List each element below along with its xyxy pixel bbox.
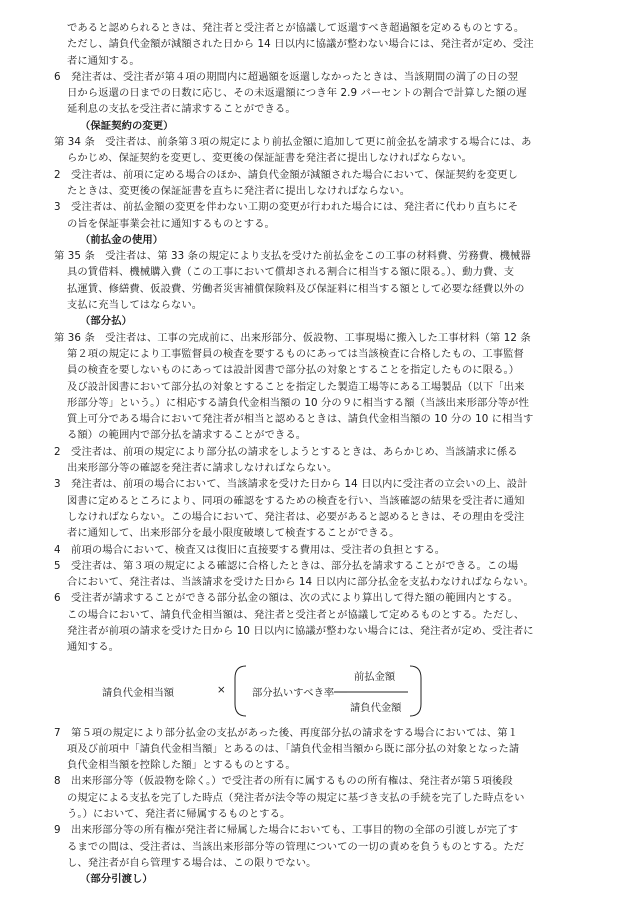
text-line: 7 第５項の規定により部分払金の支払があった後、再度部分払の請求をする場合においては、第１ <box>54 726 519 739</box>
section-heading: （部分払） <box>80 315 132 328</box>
text-line: 者に通知する。 <box>67 54 140 67</box>
text-line: の規定による支払を完了した時点（発注者が法令等の規定に基づき支払の手続を完了した時点をい <box>67 791 525 804</box>
text-line: る額）の範囲内で部分払を請求することができる。 <box>67 429 307 442</box>
formula-numerator: 前払金額 <box>354 670 396 683</box>
text-line: 払運賃、修繕費、仮設費、労働者災害補償保険料及び保証料に相当する額として必要な経費以外の <box>67 282 525 295</box>
section-heading: （部分引渡し） <box>80 873 153 886</box>
text-line: たときは、変更後の保証証書を直ちに発注者に提出しなければならない。 <box>67 184 411 197</box>
text-line: 2 受注者は、前項に定める場合のほか、請負代金額が減額された場合において、保証契約を変更し <box>54 168 518 181</box>
text-line: 日から返還の日までの日数に応じ、その未返還額につき年 2.9 パーセントの割合で計算した額の遅 <box>67 87 527 100</box>
text-line: 通知する。 <box>67 641 119 654</box>
text-line: 者に通知して、出来形部分を最小限度破壊して検査することができる。 <box>67 527 400 540</box>
text-line: 延利息の支払を受注者に請求することができる。 <box>67 103 296 116</box>
text-line: 5 受注者は、第３項の規定による確認に合格したときは、部分払を請求することができる。この場 <box>54 559 519 572</box>
text-line: 及び設計図書において部分払の対象とすることを指定した製造工場等にある工場製品（以下「出来 <box>67 380 525 393</box>
text-line: 第 34 条 受注者は、前条第３項の規定により前払金額に追加して更に前金払を請求する場合には、あ <box>54 136 532 149</box>
text-line: るまでの間は、受注者は、当該出来形部分等の管理についての一切の責めを負うものとする。ただ <box>67 840 525 853</box>
text-line: しなければならない。この場合において、発注者は、必要があると認めるときは、その理由を受注 <box>67 510 525 523</box>
text-block-upper <box>54 20 592 656</box>
text-line: 形部分等」という。）に相応する請負代金相当額の 10 分の９に相当する額（当該出来形部分等が性 <box>67 396 529 409</box>
text-line: 2 受注者は、前項の規定により部分払の請求をしようとするときは、あらかじめ、当該請求に係る <box>54 445 518 458</box>
text-line: う。）において、発注者に帰属するものとする。 <box>67 808 291 821</box>
text-line: 図書に定めるところにより、同項の確認をするための検査を行い、当該確認の結果を受注者に通知 <box>67 494 525 507</box>
text-line: 4 前項の場合において、検査又は復旧に直接要する費用は、受注者の負担とする。 <box>54 543 446 556</box>
text-line: 発注者が前項の請求を受けた日から 10 日以内に協議が整わない場合には、発注者が定め、受注者に <box>67 624 534 637</box>
text-line: 第２項の規定により工事監督員の検査を要するものにあっては当該検査に合格したもの、工事監督 <box>67 347 524 360</box>
text-line: 出来形部分等の確認を発注者に請求しなければならない。 <box>67 462 338 475</box>
partial-payment-formula <box>54 658 592 724</box>
text-line: 質上可分である場合において発注者が相当と認めるときは、請負代金相当額の 10 分の 10 に相当す <box>67 413 534 426</box>
formula-denominator: 請負代金額 <box>350 701 402 714</box>
section-heading: （前払金の使用） <box>80 233 164 246</box>
text-line: 第 35 条 受注者は、第 33 条の規定により支払を受けた前払金をこの工事の材料費、労務費、機械器 <box>54 250 531 263</box>
text-line: の旨を保証事業会社に通知するものとする。 <box>67 217 275 230</box>
formula-rate: 部分払いすべき率 <box>252 686 335 699</box>
text-line: ただし、請負代金額が減額された日から 14 日以内に協議が整わない場合には、発注者が定め、受注 <box>67 38 534 51</box>
text-line: し、発注者が自ら管理する場合は、この限りでない。 <box>67 856 317 869</box>
text-line: 6 受注者が請求することができる部分払金の額は、次の式により算出して得た額の範囲内とする。 <box>54 592 519 605</box>
text-line: 9 出来形部分等の所有権が発注者に帰属した場合においても、工事目的物の全部の引渡しが完了す <box>54 824 519 837</box>
text-line: 合において、発注者は、当該請求を受けた日から 14 日以内に部分払金を支払わなければならない。 <box>67 576 534 589</box>
text-line: 3 発注者は、前項の場合において、当該請求を受けた日から 14 日以内に受注者の立会いの上、設計 <box>54 478 528 491</box>
text-line: 具の賃借料、機械購入費（この工事において償却される割合に相当する額に限る。）、動力費、支 <box>67 266 515 279</box>
text-line: 支払に充当してはならない。 <box>67 299 203 312</box>
text-line: 項及び前項中「請負代金相当額」とあるのは、「請負代金相当額から既に部分払の対象となった請 <box>67 742 520 755</box>
formula-minus-sign: － <box>338 686 349 699</box>
section-heading: （保証契約の変更） <box>80 119 174 132</box>
text-line: 3 受注者は、前払金額の変更を伴わない工期の変更が行われた場合には、発注者に代わり直ちにそ <box>54 201 519 214</box>
text-line: らかじめ、保証契約を変更し、変更後の保証証書を発注者に提出しなければならない。 <box>67 152 473 165</box>
text-line: この場合において、請負代金相当額は、発注者と受注者とが協議して定めるものとする。ただし、 <box>67 608 525 621</box>
text-line: 8 出来形部分等（仮設物を除く。）で受注者の所有に属するものの所有権は、発注者が第５項後段 <box>54 775 513 788</box>
text-line: 負代金相当額を控除した額」とするものとする。 <box>67 759 296 772</box>
text-line: 第 36 条 受注者は、工事の完成前に、出来形部分、仮設物、工事現場に搬入した工事材料（第 12 条 <box>54 331 531 344</box>
text-block-lower <box>54 725 592 888</box>
text-line: 員の検査を要しないものにあっては設計図書で部分払の対象とすることを指定したものに限る。） <box>67 364 520 377</box>
formula-contract-amount: 請負代金相当額 <box>102 686 175 699</box>
formula-times-sign: × <box>217 683 226 696</box>
text-line: 6 発注者は、受注者が第４項の期間内に超過額を返還しなかったときは、当該期間の満了の日の翌 <box>54 70 519 83</box>
text-line: であると認められるときは、発注者と受注者とが協議して返還すべき超過額を定めるものとする。 <box>67 22 525 34</box>
